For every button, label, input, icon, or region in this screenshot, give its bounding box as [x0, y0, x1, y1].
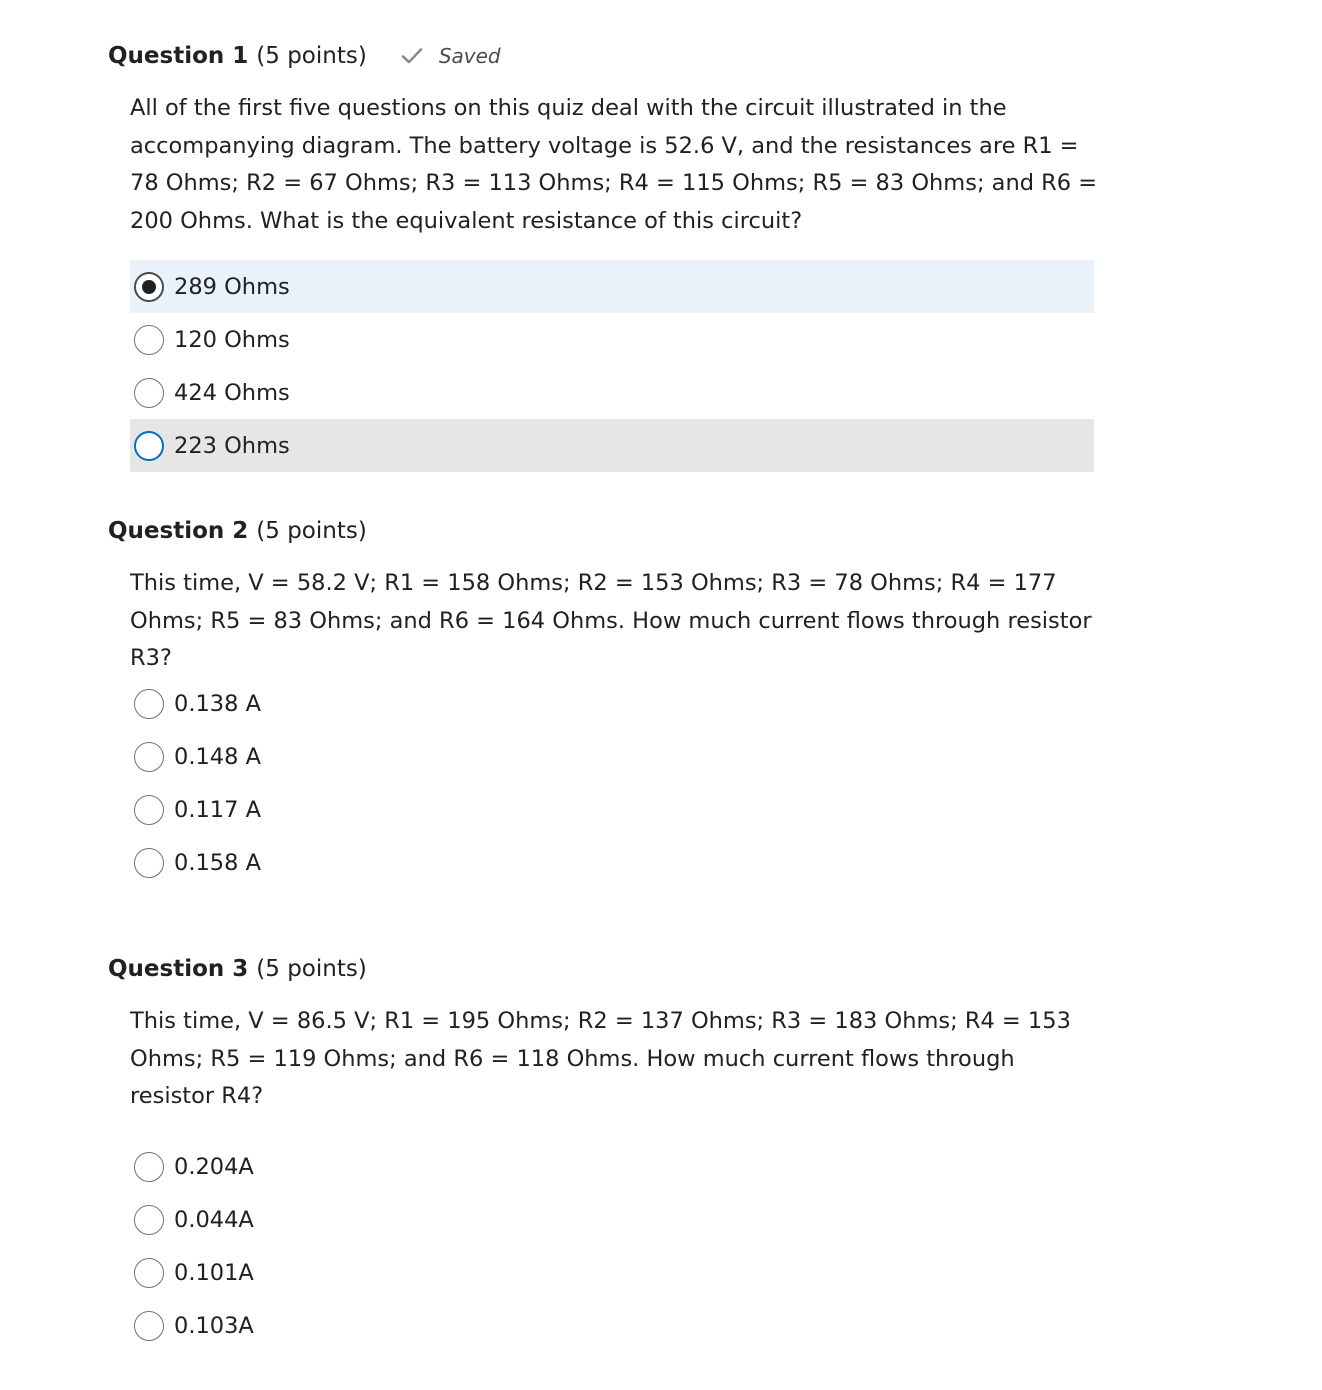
answer-options	[130, 677, 1094, 889]
answer-label: 0.044A	[174, 1206, 254, 1233]
question-points: (5 points)	[256, 43, 367, 69]
answer-label: 0.117 A	[174, 796, 261, 823]
answer-option[interactable]	[130, 366, 1094, 419]
answer-option[interactable]	[130, 1140, 1094, 1193]
saved-status	[401, 44, 501, 68]
answer-option[interactable]	[130, 1193, 1094, 1246]
question-title: Question 1	[108, 43, 249, 69]
question-text: This time, V = 58.2 V; R1 = 158 Ohms; R2 = 153 Ohms; R3 = 78 Ohms; R4 = 177 Ohms; R5 = 83 Ohms; and R6 = 164 Ohms. How much current flows through resistor R3?	[130, 570, 1092, 671]
answer-option[interactable]	[130, 730, 1094, 783]
radio-button[interactable]	[134, 1205, 164, 1235]
answer-options	[130, 1140, 1094, 1352]
answer-label: 0.103A	[174, 1312, 254, 1339]
checkmark-icon	[401, 47, 423, 65]
answer-label: 0.158 A	[174, 849, 261, 876]
question-points: (5 points)	[256, 518, 367, 544]
radio-button[interactable]	[134, 378, 164, 408]
answer-option[interactable]	[130, 313, 1094, 366]
radio-button[interactable]	[134, 325, 164, 355]
saved-label: Saved	[438, 44, 501, 68]
answer-label: 424 Ohms	[174, 379, 290, 406]
radio-button[interactable]	[134, 1258, 164, 1288]
radio-button[interactable]	[134, 431, 164, 461]
radio-button[interactable]	[134, 848, 164, 878]
answer-option[interactable]	[130, 1299, 1094, 1352]
answer-option[interactable]	[130, 783, 1094, 836]
answer-label: 0.204A	[174, 1153, 254, 1180]
radio-button[interactable]	[134, 689, 164, 719]
radio-button[interactable]	[134, 742, 164, 772]
question-text: This time, V = 86.5 V; R1 = 195 Ohms; R2 = 137 Ohms; R3 = 183 Ohms; R4 = 153 Ohms; R5 = 119 Ohms; and R6 = 118 Ohms. How much current flows through resistor R4?	[130, 1008, 1071, 1109]
radio-button[interactable]	[134, 795, 164, 825]
question-header	[108, 951, 367, 987]
answer-label: 120 Ohms	[174, 326, 290, 353]
question-points: (5 points)	[256, 956, 367, 982]
answer-options	[130, 260, 1094, 472]
radio-button-checked[interactable]	[134, 272, 164, 302]
answer-label: 223 Ohms	[174, 432, 290, 459]
question-title: Question 2	[108, 518, 249, 544]
radio-button[interactable]	[134, 1311, 164, 1341]
question-header	[108, 38, 501, 74]
question-title: Question 3	[108, 956, 249, 982]
answer-label: 0.148 A	[174, 743, 261, 770]
answer-label: 0.138 A	[174, 690, 261, 717]
answer-option[interactable]	[130, 677, 1094, 730]
answer-option[interactable]	[130, 419, 1094, 472]
question-text: All of the first five questions on this quiz deal with the circuit illustrated in the accompanying diagram. The battery voltage is 52.6 V, and the resistances are R1 = 78 Ohms; R2 = 67 Ohms; R3 = 113 Ohms; R4 = 115 Ohms; R5 = 83 Ohms; and R6 = 200 Ohms. What is the equivalent resistance of this circuit?	[130, 95, 1098, 234]
answer-option[interactable]	[130, 836, 1094, 889]
radio-button[interactable]	[134, 1152, 164, 1182]
answer-option[interactable]	[130, 260, 1094, 313]
answer-label: 0.101A	[174, 1259, 254, 1286]
answer-label: 289 Ohms	[174, 273, 290, 300]
question-header	[108, 513, 367, 549]
answer-option[interactable]	[130, 1246, 1094, 1299]
